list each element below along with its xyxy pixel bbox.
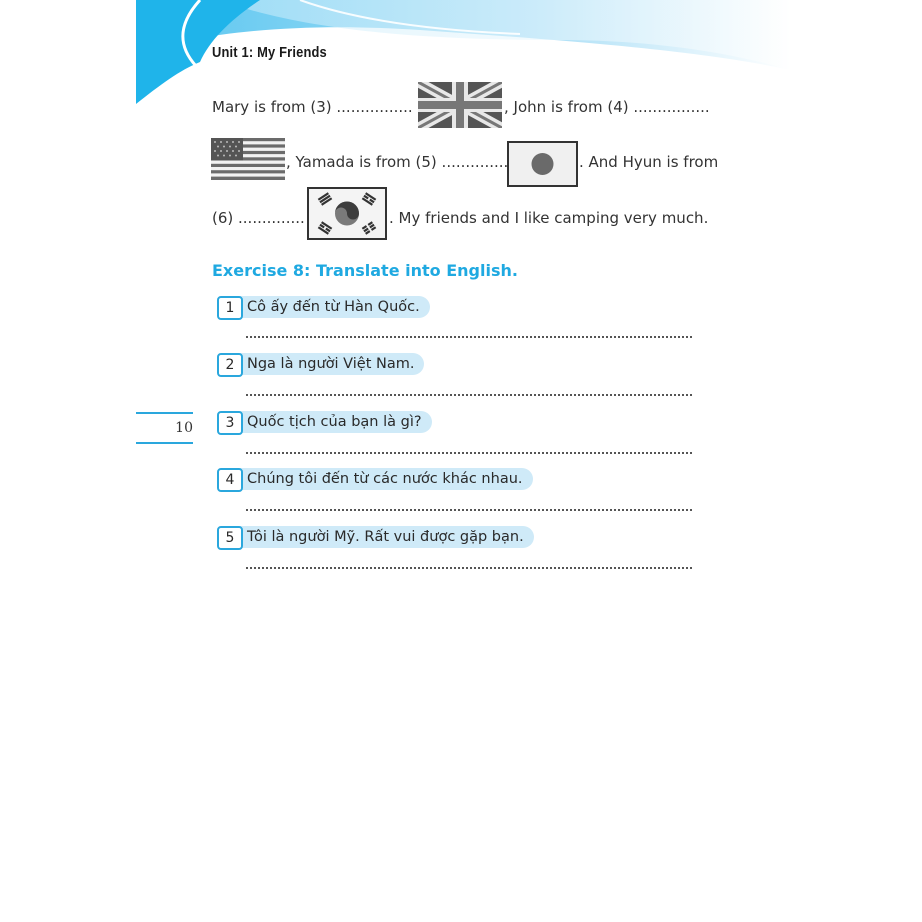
question-text: Chúng tôi đến từ các nước khác nhau. <box>227 468 533 490</box>
answer-line[interactable] <box>246 509 692 511</box>
passage-line-2b: . And Hyun is from <box>579 153 719 171</box>
passage-line-3a: (6) .............. <box>212 209 305 227</box>
answer-line[interactable] <box>246 336 692 338</box>
question-text: Quốc tịch của bạn là gì? <box>227 411 432 433</box>
passage-line-2a: , Yamada is from (5) .............. <box>286 153 509 171</box>
usa-flag-icon <box>211 138 285 180</box>
korea-flag-icon <box>307 187 387 240</box>
japan-flag-icon <box>507 141 578 187</box>
passage-line-1b: , John is from (4) ................ <box>504 98 710 116</box>
passage-line-3b: . My friends and I like camping very much. <box>389 209 709 227</box>
question-number: 4 <box>217 468 243 492</box>
uk-flag-icon <box>418 82 502 128</box>
exercise-title: Exercise 8: Translate into English. <box>212 261 518 280</box>
answer-line[interactable] <box>246 394 692 396</box>
unit-title: Unit 1: My Friends <box>212 44 327 61</box>
question-number: 5 <box>217 526 243 550</box>
answer-line[interactable] <box>246 452 692 454</box>
question-number: 3 <box>217 411 243 435</box>
question-text: Tôi là người Mỹ. Rất vui được gặp bạn. <box>227 526 534 548</box>
page-number-rule-top <box>136 412 193 414</box>
answer-line[interactable] <box>246 567 692 569</box>
question-text: Nga là người Việt Nam. <box>227 353 424 375</box>
page-number-box <box>136 412 193 444</box>
question-number: 2 <box>217 353 243 377</box>
page-number-rule-bottom <box>136 442 193 444</box>
question-text: Cô ấy đến từ Hàn Quốc. <box>227 296 430 318</box>
question-number: 1 <box>217 296 243 320</box>
page-number: 10 <box>175 420 193 436</box>
passage-line-1a: Mary is from (3) ................ <box>212 98 413 116</box>
